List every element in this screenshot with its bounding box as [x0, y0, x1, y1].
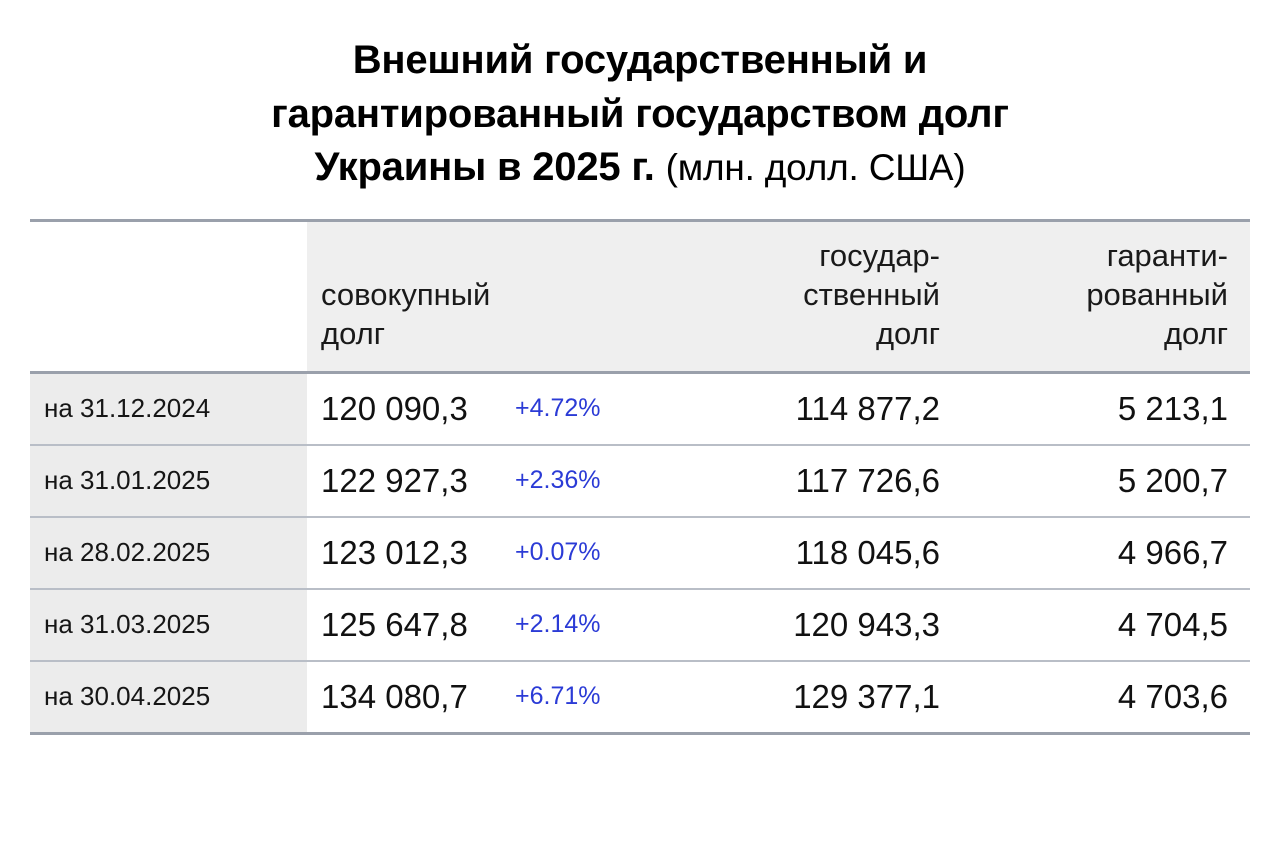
cell-guaranteed-debt: 4 703,6 — [962, 661, 1250, 734]
column-header-guaranteed-debt — [962, 220, 1250, 372]
cell-change: +2.36% — [507, 445, 677, 517]
cell-state-debt: 114 877,2 — [677, 372, 962, 445]
cell-date: на 31.12.2024 — [30, 372, 307, 445]
cell-date: на 30.04.2025 — [30, 661, 307, 734]
column-header-state-debt-line2: ственный — [803, 276, 940, 312]
cell-change: +4.72% — [507, 372, 677, 445]
title-line-2: гарантированный государством долг — [271, 91, 1009, 136]
cell-date: на 31.03.2025 — [30, 589, 307, 661]
cell-guaranteed-debt: 4 704,5 — [962, 589, 1250, 661]
cell-guaranteed-debt: 5 200,7 — [962, 445, 1250, 517]
column-header-date — [30, 220, 307, 372]
title-line-1: Внешний государственный и — [352, 38, 928, 82]
table-header — [30, 220, 1250, 372]
column-header-guaranteed-debt-line2: рованный — [1086, 276, 1228, 312]
table-body — [30, 372, 1250, 733]
column-header-state-debt-line1: государ- — [819, 237, 940, 273]
cell-total-debt: 123 012,3 — [307, 517, 507, 589]
column-header-total-debt: совокупный долг — [307, 220, 507, 372]
table-row — [30, 372, 1250, 445]
table-row — [30, 661, 1250, 734]
cell-guaranteed-debt: 5 213,1 — [962, 372, 1250, 445]
cell-state-debt: 120 943,3 — [677, 589, 962, 661]
cell-state-debt: 118 045,6 — [677, 517, 962, 589]
cell-change: +6.71% — [507, 661, 677, 734]
cell-date: на 28.02.2025 — [30, 517, 307, 589]
cell-total-debt: 122 927,3 — [307, 445, 507, 517]
cell-state-debt: 117 726,6 — [677, 445, 962, 517]
cell-state-debt: 129 377,1 — [677, 661, 962, 734]
column-header-guaranteed-debt-line3: долг — [1163, 315, 1228, 351]
table-header-row — [30, 220, 1250, 372]
column-header-guaranteed-debt-line1: гаранти- — [1106, 237, 1228, 273]
cell-date: на 31.01.2025 — [30, 445, 307, 517]
column-header-state-debt — [677, 220, 962, 372]
table-row — [30, 589, 1250, 661]
title-line-3 — [30, 141, 1250, 195]
column-header-state-debt-line3: долг — [875, 315, 940, 351]
page-title — [30, 0, 1250, 209]
title-line-3-bold: Украины в 2025 г. — [314, 145, 655, 190]
title-units: (млн. долл. США) — [665, 147, 966, 189]
cell-change: +2.14% — [507, 589, 677, 661]
external-debt-table — [30, 219, 1250, 735]
table-row — [30, 445, 1250, 517]
table-row — [30, 517, 1250, 589]
cell-change: +0.07% — [507, 517, 677, 589]
cell-total-debt: 120 090,3 — [307, 372, 507, 445]
cell-total-debt: 125 647,8 — [307, 589, 507, 661]
cell-guaranteed-debt: 4 966,7 — [962, 517, 1250, 589]
column-header-change — [507, 220, 677, 372]
cell-total-debt: 134 080,7 — [307, 661, 507, 734]
